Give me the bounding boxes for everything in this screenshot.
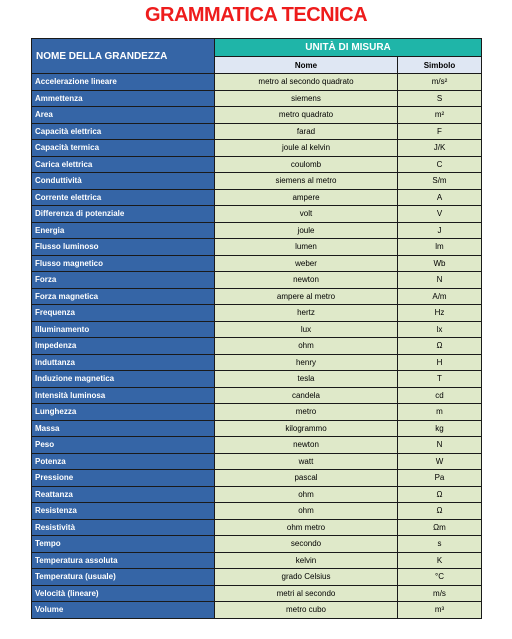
unit-name-cell: metro (215, 404, 398, 421)
quantity-cell: Resistenza (32, 503, 215, 520)
unit-symbol-cell: m (398, 404, 482, 421)
table-row (32, 569, 482, 586)
unit-name-cell: watt (215, 453, 398, 470)
quantity-cell: Forza (32, 272, 215, 289)
quantity-cell: Differenza di potenziale (32, 206, 215, 223)
unit-name-cell: joule (215, 222, 398, 239)
quantity-cell: Illuminamento (32, 321, 215, 338)
unit-name-cell: metro cubo (215, 602, 398, 619)
unit-symbol-cell: Hz (398, 305, 482, 322)
units-table (31, 38, 482, 619)
unit-name-cell: newton (215, 272, 398, 289)
table-row (32, 387, 482, 404)
unit-name-cell: henry (215, 354, 398, 371)
unit-name-cell: coulomb (215, 156, 398, 173)
unit-name-cell: metro al secondo quadrato (215, 74, 398, 91)
quantity-cell: Corrente elettrica (32, 189, 215, 206)
unit-name-cell: ohm (215, 338, 398, 355)
quantity-cell: Resistività (32, 519, 215, 536)
unit-symbol-cell: S (398, 90, 482, 107)
unit-symbol-cell: A (398, 189, 482, 206)
quantity-cell: Temperatura assoluta (32, 552, 215, 569)
table-row (32, 123, 482, 140)
table-row (32, 536, 482, 553)
table-row (32, 288, 482, 305)
table-row (32, 305, 482, 322)
quantity-cell: Induzione magnetica (32, 371, 215, 388)
quantity-cell: Energia (32, 222, 215, 239)
table-row (32, 321, 482, 338)
unit-name-cell: metri al secondo (215, 585, 398, 602)
unit-symbol-cell: cd (398, 387, 482, 404)
unit-name-cell: farad (215, 123, 398, 140)
unit-name-cell: kilogrammo (215, 420, 398, 437)
unit-symbol-cell: A/m (398, 288, 482, 305)
table-row (32, 404, 482, 421)
quantity-cell: Flusso luminoso (32, 239, 215, 256)
unit-name-cell: tesla (215, 371, 398, 388)
quantity-cell: Peso (32, 437, 215, 454)
table-row (32, 437, 482, 454)
unit-symbol-cell: N (398, 272, 482, 289)
table-row (32, 585, 482, 602)
quantity-cell: Frequenza (32, 305, 215, 322)
unit-symbol-cell: H (398, 354, 482, 371)
unit-name-cell: grado Celsius (215, 569, 398, 586)
unit-symbol-cell: V (398, 206, 482, 223)
unit-name-cell: lumen (215, 239, 398, 256)
table-row (32, 519, 482, 536)
unit-symbol-cell: J (398, 222, 482, 239)
quantity-cell: Capacità elettrica (32, 123, 215, 140)
unit-symbol-cell: Ω (398, 503, 482, 520)
quantity-cell: Induttanza (32, 354, 215, 371)
table-row (32, 156, 482, 173)
unit-symbol-cell: m² (398, 107, 482, 124)
quantity-cell: Reattanza (32, 486, 215, 503)
header-units: UNITÀ DI MISURA (215, 39, 482, 57)
header-unit-symbol: Simbolo (398, 57, 482, 74)
table-row (32, 173, 482, 190)
quantity-cell: Impedenza (32, 338, 215, 355)
unit-symbol-cell: s (398, 536, 482, 553)
table-row (32, 272, 482, 289)
unit-symbol-cell: Ωm (398, 519, 482, 536)
unit-symbol-cell: W (398, 453, 482, 470)
unit-symbol-cell: m/s (398, 585, 482, 602)
unit-symbol-cell: Ω (398, 486, 482, 503)
table-row (32, 552, 482, 569)
unit-name-cell: ampere (215, 189, 398, 206)
table-row (32, 206, 482, 223)
unit-name-cell: ampere al metro (215, 288, 398, 305)
unit-symbol-cell: S/m (398, 173, 482, 190)
table-row (32, 74, 482, 91)
quantity-cell: Lunghezza (32, 404, 215, 421)
table-row (32, 189, 482, 206)
quantity-cell: Conduttività (32, 173, 215, 190)
table-row (32, 107, 482, 124)
unit-symbol-cell: J/K (398, 140, 482, 157)
unit-symbol-cell: T (398, 371, 482, 388)
unit-symbol-cell: Ω (398, 338, 482, 355)
unit-name-cell: ohm (215, 503, 398, 520)
table-row (32, 503, 482, 520)
unit-name-cell: metro quadrato (215, 107, 398, 124)
unit-symbol-cell: lm (398, 239, 482, 256)
quantity-cell: Massa (32, 420, 215, 437)
unit-name-cell: joule al kelvin (215, 140, 398, 157)
quantity-cell: Capacità termica (32, 140, 215, 157)
unit-name-cell: siemens (215, 90, 398, 107)
unit-symbol-cell: K (398, 552, 482, 569)
table-row (32, 255, 482, 272)
unit-name-cell: volt (215, 206, 398, 223)
table-row (32, 470, 482, 487)
table-row (32, 354, 482, 371)
unit-name-cell: secondo (215, 536, 398, 553)
quantity-cell: Accelerazione lineare (32, 74, 215, 91)
unit-symbol-cell: C (398, 156, 482, 173)
unit-symbol-cell: Wb (398, 255, 482, 272)
quantity-cell: Pressione (32, 470, 215, 487)
unit-name-cell: siemens al metro (215, 173, 398, 190)
unit-symbol-cell: m/s² (398, 74, 482, 91)
unit-symbol-cell: Pa (398, 470, 482, 487)
quantity-cell: Temperatura (usuale) (32, 569, 215, 586)
table-row (32, 420, 482, 437)
table-row (32, 602, 482, 619)
table-row (32, 338, 482, 355)
unit-name-cell: kelvin (215, 552, 398, 569)
quantity-cell: Intensità luminosa (32, 387, 215, 404)
page-title: GRAMMATICA TECNICA (144, 4, 368, 26)
unit-name-cell: hertz (215, 305, 398, 322)
table-row (32, 453, 482, 470)
unit-symbol-cell: m³ (398, 602, 482, 619)
unit-symbol-cell: N (398, 437, 482, 454)
unit-name-cell: newton (215, 437, 398, 454)
quantity-cell: Volume (32, 602, 215, 619)
unit-symbol-cell: °C (398, 569, 482, 586)
unit-name-cell: pascal (215, 470, 398, 487)
table-row (32, 239, 482, 256)
table-body (32, 74, 482, 619)
table-row (32, 486, 482, 503)
unit-symbol-cell: kg (398, 420, 482, 437)
table-row (32, 90, 482, 107)
unit-name-cell: candela (215, 387, 398, 404)
header-unit-name: Nome (215, 57, 398, 74)
quantity-cell: Potenza (32, 453, 215, 470)
table-row (32, 371, 482, 388)
quantity-cell: Carica elettrica (32, 156, 215, 173)
unit-name-cell: lux (215, 321, 398, 338)
unit-symbol-cell: F (398, 123, 482, 140)
quantity-cell: Ammettenza (32, 90, 215, 107)
table-row (32, 140, 482, 157)
header-quantity-name: NOME DELLA GRANDEZZA (32, 39, 215, 74)
quantity-cell: Area (32, 107, 215, 124)
quantity-cell: Flusso magnetico (32, 255, 215, 272)
quantity-cell: Forza magnetica (32, 288, 215, 305)
table-row (32, 222, 482, 239)
unit-name-cell: ohm (215, 486, 398, 503)
quantity-cell: Tempo (32, 536, 215, 553)
unit-name-cell: ohm metro (215, 519, 398, 536)
quantity-cell: Velocità (lineare) (32, 585, 215, 602)
unit-symbol-cell: lx (398, 321, 482, 338)
unit-name-cell: weber (215, 255, 398, 272)
